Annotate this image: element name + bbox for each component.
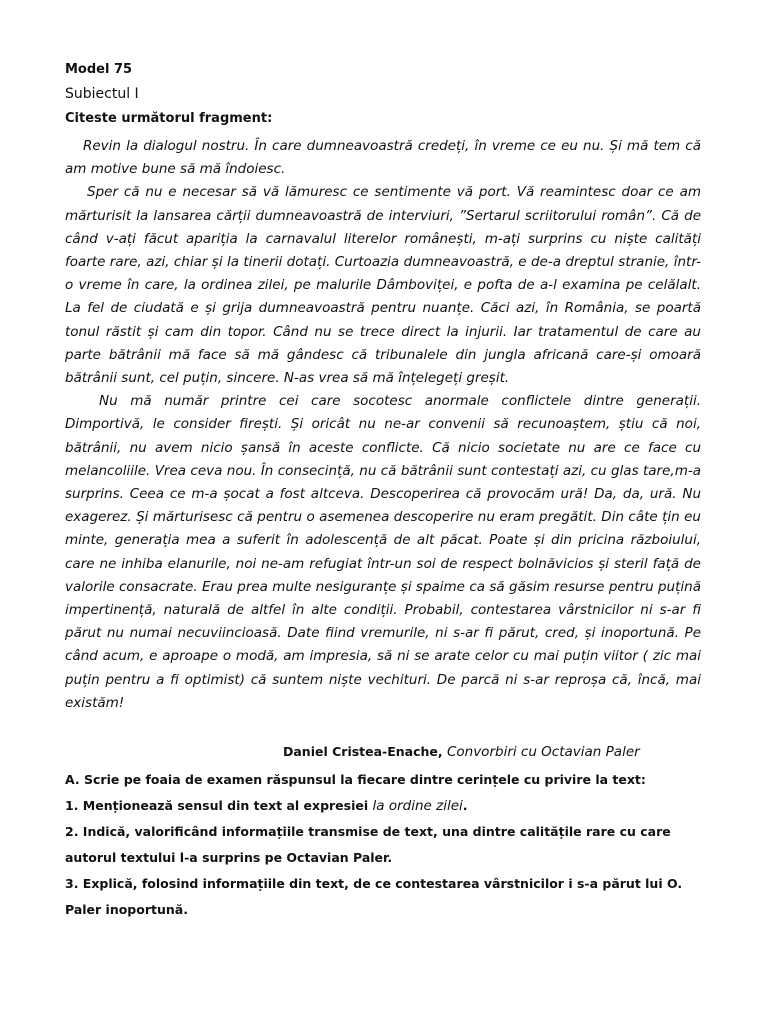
requirement-1-text: 1. Menționează sensul din text al expresiei <box>65 798 369 813</box>
source-author: Daniel Cristea-Enache, <box>283 744 443 759</box>
subject-title: Subiectul I <box>65 86 139 102</box>
source-citation <box>283 744 640 760</box>
fragment-paragraph-3: Nu mă număr printre cei care socotesc anormale conflictele dintre generații. Dimportivă, le consider firești. Și oricât nu ne-ar convenii să recunoaștem, știu că noi, bătrânii, nu avem nicio șansă în aceste conflicte. Că nicio societate nu are ce face cu melancoliile. Vrea ceva nou. În consecință, nu că bătrânii sunt contestați azi, cu glas tare,m-a surprins. Ceea ce m-a șocat a fost altceva. Descoperirea că provocăm ură! Da, da, ură. Nu exagerez. Și mărturisesc că pentru o asemenea descoperire nu eram pregătit. Din câte țin eu minte, generația mea a suferit în adolescență de alt păcat. Poate și din pricina războiului, care ne inhiba elanurile, noi ne-am refugiat într-un soi de respect bolnăvicios și steril față de valorile consacrate. Erau prea multe nesiguranțe și spaime ca să găsim resurse pentru puțină impertinență, naturală de altfel în alte condiții. Probabil, contestarea vârstnicilor ni s-ar fi părut nu numai necuviincioasă. Date fiind vremurile, ni s-ar fi părut, cred, și inoportună. Pe când acum, e aproape o modă, am impresia, să ni se arate celor cu mai puțin viitor ( zic mai puțin pentru a fi optimist) că suntem niște vechituri. De parcă ni s-ar reproșa că, încă, mai existăm! <box>65 393 701 711</box>
fragment-paragraph-2: Sper că nu e necesar să vă lămuresc ce sentimente vă port. Vă reamintesc doar ce am mărturisit la lansarea cărții dumneavoastră de interviuri, ”Sertarul scriitorului român”. Că de când v-ați făcut apariția la carnavalul literelor românești, m-ați surprins cu niște calități foarte rare, azi, chiar și la tinerii dotați. Curtoazia dumneavoastră, e de-a dreptul stranie, într-o vreme în care, la ordinea zilei, pe malurile Dâmboviței, e pofta de a-l examina pe celălalt. La fel de ciudată e și grija dumneavoastră pentru nuanțe. Căci azi, în România, se poartă tonul răstit și cam din topor. Când nu se trece direct la injurii. Iar tratamentul de care au parte bătrânii mă face să mă gândesc că tribunalele din jungla africană care-și omoară bătrânii sunt, cel puțin, sincere. N-as vrea să mă înțelegeți greșit. <box>65 184 701 387</box>
text-fragment <box>65 135 701 715</box>
requirements-intro: A. Scrie pe foaia de examen răspunsul la fiecare dintre cerințele cu privire la text: <box>65 772 646 787</box>
source-work: Convorbiri cu Octavian Paler <box>446 744 640 760</box>
requirement-2: 2. Indică, valorificând informațiile transmise de text, una dintre calitățile rare cu care autorul textului l-a surprins pe Octavian Paler. <box>65 824 671 865</box>
requirement-1 <box>65 793 705 819</box>
requirement-3: 3. Explică, folosind informațiile din text, de ce contestarea vârstnicilor i s-a părut lui O. Paler inoportună. <box>65 876 683 917</box>
model-number: Model 75 <box>65 62 133 77</box>
requirement-1-expression: la ordine zilei <box>372 798 463 814</box>
fragment-paragraph-1: Revin la dialogul nostru. În care dumneavoastră credeți, în vreme ce eu nu. Și mă tem că am motive bune să mă îndoiesc. <box>65 138 701 178</box>
reading-instruction: Citeste următorul fragment: <box>65 111 273 126</box>
requirement-1-period: . <box>462 798 468 813</box>
